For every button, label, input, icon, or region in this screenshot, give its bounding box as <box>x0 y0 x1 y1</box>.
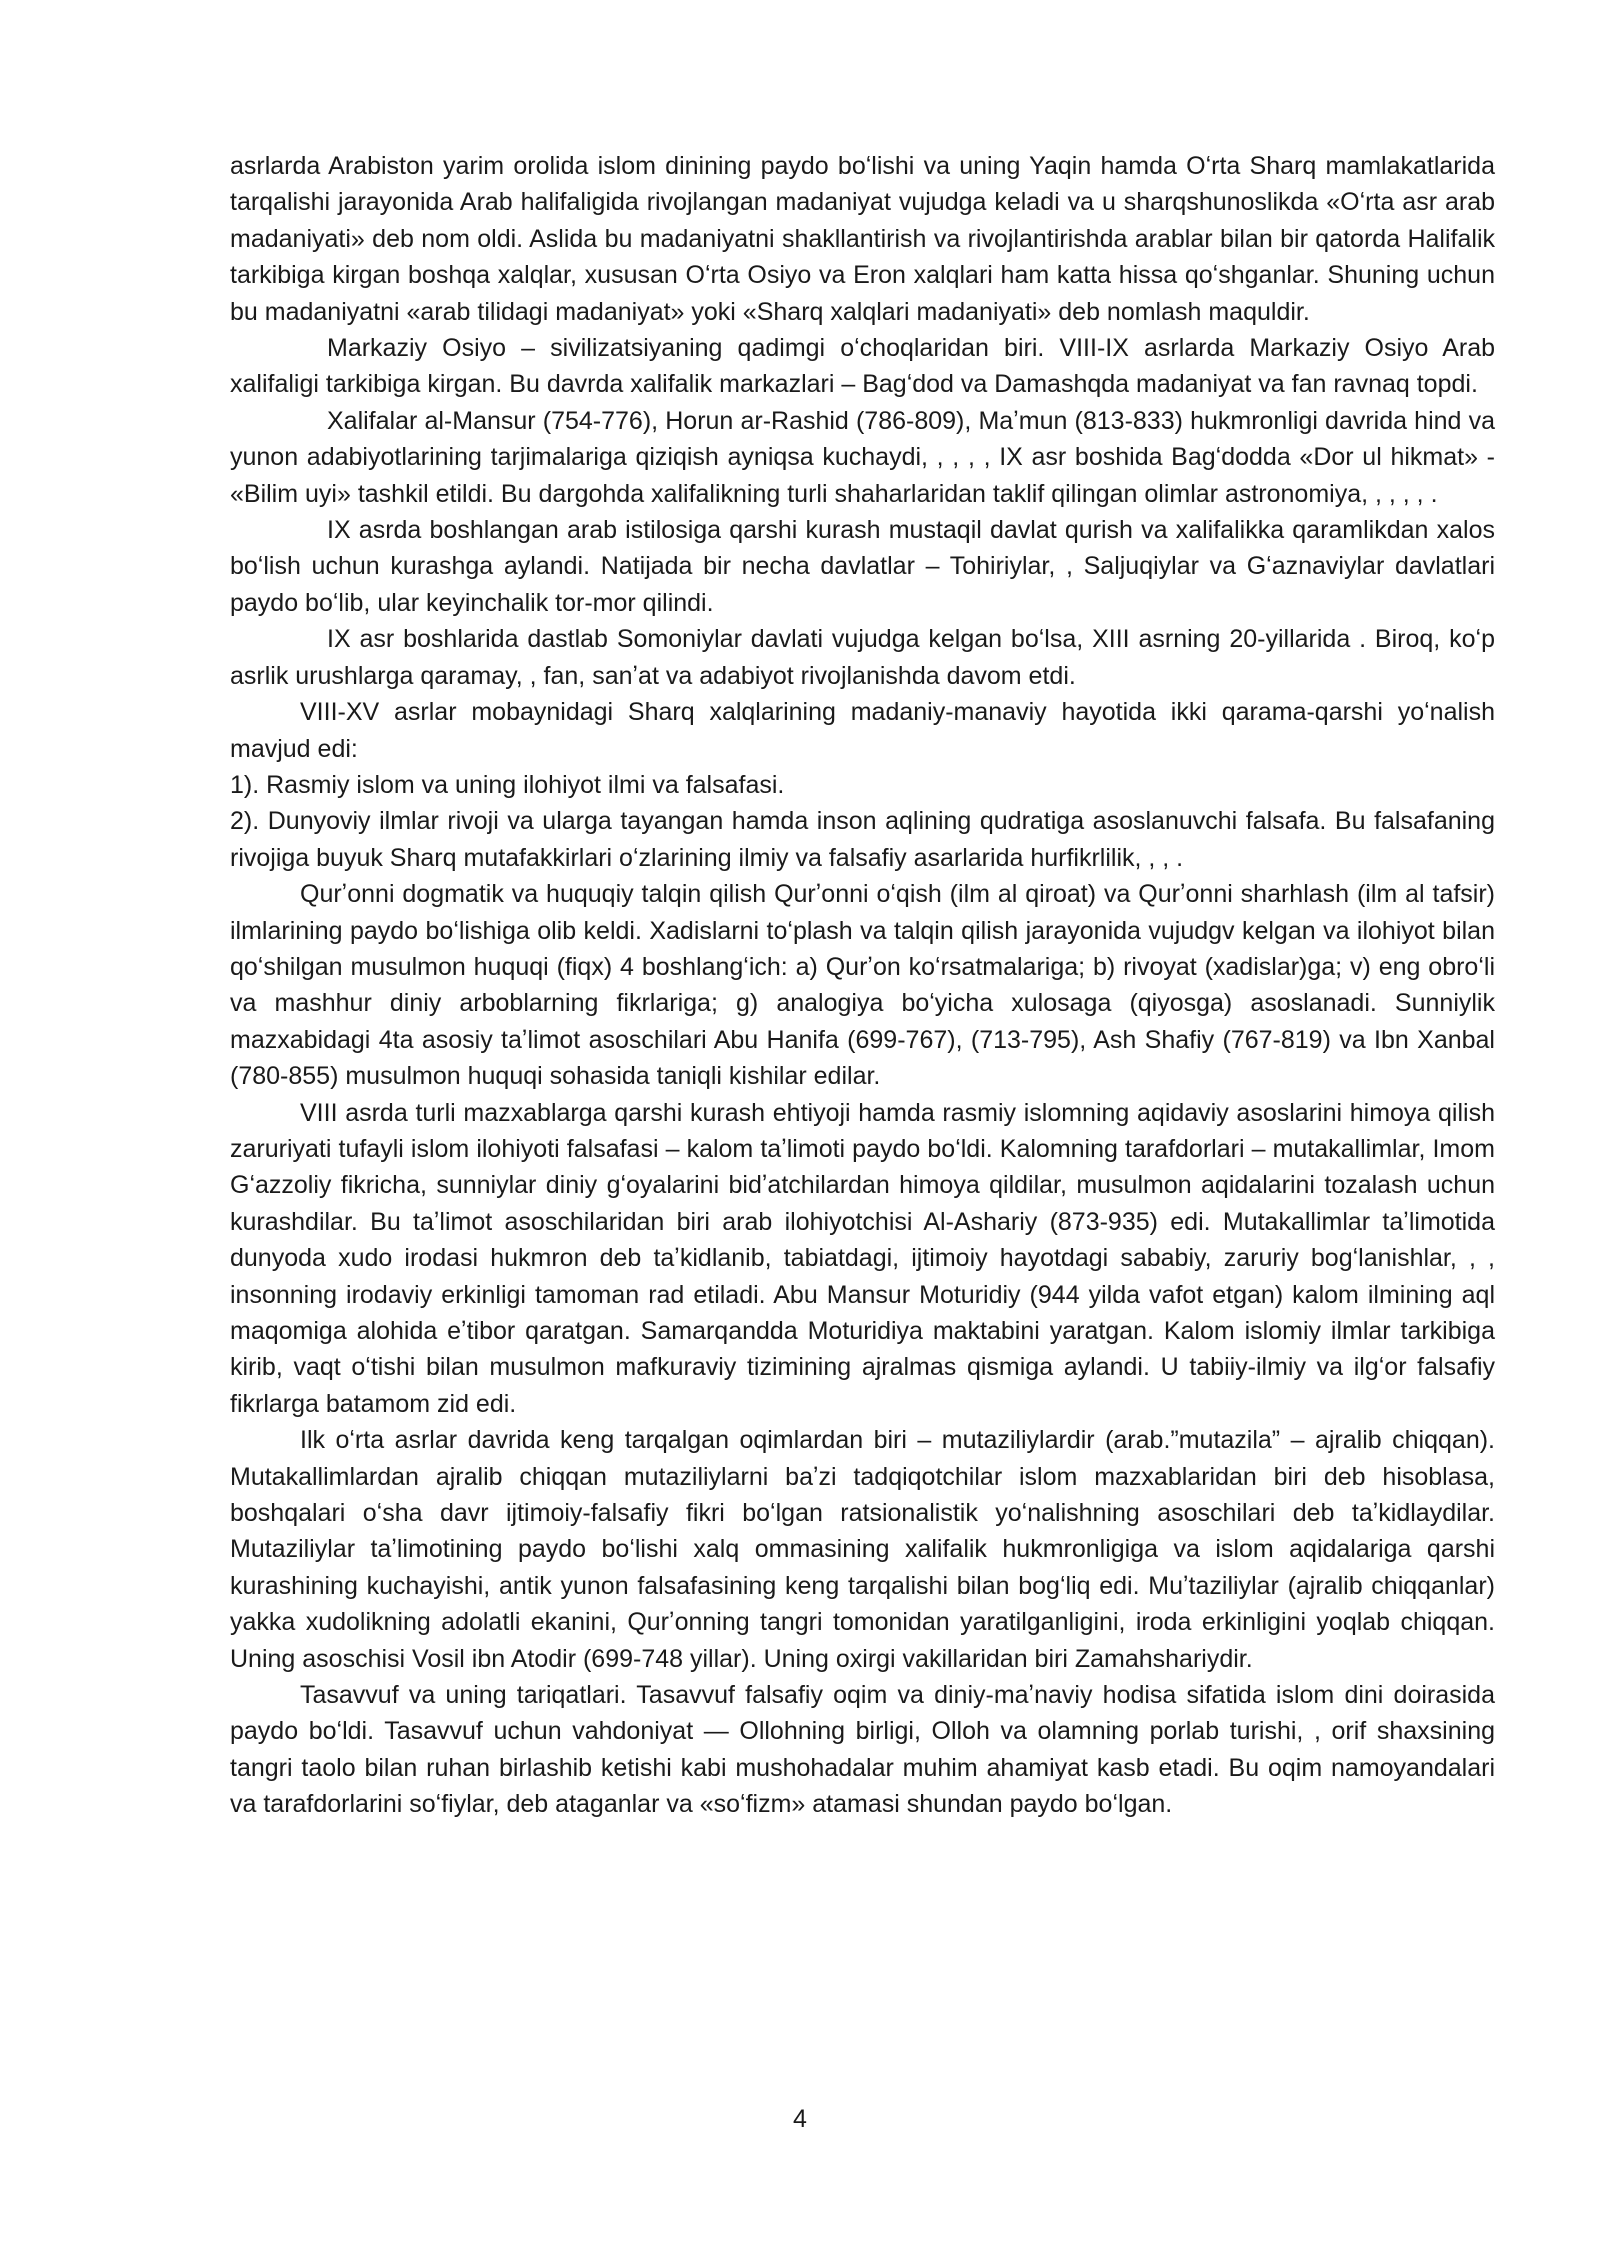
document-body <box>230 148 1495 1823</box>
paragraph-xalifalar: Xalifalar al-Mansur (754-776), Horun ar-Rashid (786-809), Maʼmun (813-833) hukmronligi davrida hind va yunon adabiyotlarining tarjimalariga qiziqish ayniqsa kuchaydi, , , , , IX asr boshida Bagʻdodda «Dor ul hikmat» - «Bilim uyi» tashkil etildi. Bu dargohda xalifalikning turli shaharlaridan taklif qilingan olimlar astronomiya, , , , , . <box>230 406 1495 508</box>
paragraph-markaziy-osiyo: Markaziy Osiyo – sivilizatsiyaning qadimgi oʻchoqlaridan biri. VIII-IX asrlarda Markaziy Osiyo Arab xalifaligi tarkibiga kirgan. Bu davrda xalifalik markazlari – Bagʻdod va Damashqda madaniyat va fan ravnaq topdi. <box>230 334 1495 399</box>
paragraph-somoniylar: IX asr boshlarida dastlab Somoniylar davlati vujudga kelgan boʻlsa, XIII asrning 20-yillarida . Biroq, koʻp asrlik urushlarga qaramay, , fan, sanʼat va adabiyot rivojlanishda davom etdi. <box>230 625 1495 690</box>
paragraph-tasavvuf: Tasavvuf va uning tariqatlari. Tasavvuf falsafiy oqim va diniy-maʼnaviy hodisa sifatida islom dini doirasida paydo boʻldi. Tasavvuf uchun vahdoniyat — Ollohning birligi, Olloh va olamning porlab turishi, , orif shaxsining tangri taolo bilan ruhan birlashib ketishi kabi mushohadalar muhim ahamiyat kasb etadi. Bu oqim namoyandalari va tarafdorlarini soʻfiylar, deb ataganlar va «soʻfizm» atamasi shundan paydo boʻlgan. <box>230 1681 1495 1819</box>
paragraph-mutaziliylar: Ilk oʻrta asrlar davrida keng tarqalgan oqimlardan biri – mutaziliylardir (arab.”mutazila” – ajralib chiqqan). Mutakallimlardan ajralib chiqqan mutaziliylarni baʼzi tadqiqotchilar islom mazxablaridan biri deb hisoblasa, boshqalari oʻsha davr ijtimoiy-falsafiy fikri boʻlgan ratsionalistik yoʻnalishning asoschilari deb taʼkidlaydilar. Mutaziliylar taʼlimotining paydo boʻlishi xalq ommasining xalifalik hukmronligiga va islom aqidalariga qarshi kurashining kuchayishi, antik yunon falsafasining keng tarqalishi bilan bogʻliq edi. Muʼtaziliylar (ajralib chiqqanlar) yakka xudolikning adolatli ekanini, Qurʼonning tangri tomonidan yaratilganligini, iroda erkinligini yoqlab chiqqan. Uning asoschisi Vosil ibn Atodir (699-748 yillar). Uning oxirgi vakillaridan biri Zamahshariydir. <box>230 1426 1495 1673</box>
paragraph-kalom: VIII asrda turli mazxablarga qarshi kurash ehtiyoji hamda rasmiy islomning aqidaviy asoslarini himoya qilish zaruriyati tufayli islom ilohiyoti falsafasi – kalom taʼlimoti paydo boʻldi. Kalomning tarafdorlari – mutakallimlar, Imom Gʻazzoliy fikricha, sunniylar diniy gʻoyalarini bidʼatchilardan himoya qildilar, musulmon aqidalarini tozalash uchun kurashdilar. Bu taʼlimot asoschilaridan biri arab ilohiyotchisi Al-Ashariy (873-935) edi. Mutakallimlar taʼlimotida dunyoda xudo irodasi hukmron deb taʼkidlanib, tabiatdagi, ijtimoiy hayotdagi sababiy, zaruriy bogʻlanishlar, , , insonning irodaviy erkinligi tamoman rad etiladi. Abu Mansur Moturidiy (944 yilda vafot etgan) kalom ilmining aql maqomiga alohida eʼtibor qaratgan. Samarqandda Moturidiya maktabini yaratgan. Kalom islomiy ilmlar tarkibiga kirib, vaqt oʻtishi bilan musulmon mafkuraviy tizimining ajralmas qismiga aylandi. U tabiiy-ilmiy va ilgʻor falsafiy fikrlarga batamom zid edi. <box>230 1098 1495 1418</box>
page-number: 4 <box>793 2105 807 2133</box>
paragraph-intro: asrlarda Arabiston yarim orolida islom dinining paydo boʻlishi va uning Yaqin hamda Oʻrta Sharq mamlakatlarida tarqalishi jarayonida Arab halifaligida rivojlangan madaniyat vujudga keladi va u sharqshunoslikda «Oʻrta asr arab madaniyati» deb nom oldi. Aslida bu madaniyatni shakllantirish va rivojlantirishda arablar bilan bir qatorda Halifalik tarkibiga kirgan boshqa xalqlar, xususan Oʻrta Osiyo va Eron xalqlari ham katta hissa qoʻshganlar. Shuning uchun bu madaniyatni «arab tilidagi madaniyat» yoki «Sharq xalqlari madaniyati» deb nomlash maquldir. <box>230 152 1495 326</box>
list-item-dunyoviy-ilmlar: 2). Dunyoviy ilmlar rivoji va ularga tayangan hamda inson aqlining qudratiga asoslanuvchi falsafa. Bu falsafaning rivojiga buyuk Sharq mutafakkirlari oʻzlarining ilmiy va falsafiy asarlarida hurfikrlilik, , , . <box>230 807 1495 872</box>
list-item-rasmiy-islom: 1). Rasmiy islom va uning ilohiyot ilmi va falsafasi. <box>230 770 785 799</box>
paragraph-arab-istilosi: IX asrda boshlangan arab istilosiga qarshi kurash mustaqil davlat qurish va xalifalikka qaramlikdan xalos boʻlish uchun kurashga aylandi. Natijada bir necha davlatlar – Tohiriylar, , Saljuqiylar va Gʻaznaviylar davlatlari paydo boʻlib, ular keyinchalik tor-mor qilindi. <box>230 516 1495 617</box>
paragraph-ikki-yonalish: VIII-XV asrlar mobaynidagi Sharq xalqlarining madaniy-manaviy hayotida ikki qarama-qarshi yoʻnalish mavjud edi: <box>230 698 1495 763</box>
paragraph-quron-talqini: Qurʼonni dogmatik va huquqiy talqin qilish Qurʼonni oʻqish (ilm al qiroat) va Qurʼonni sharhlash (ilm al tafsir) ilmlarining paydo boʻlishiga olib keldi. Xadislarni toʻplash va talqin qilish jarayonida vujudgv kelgan va ilohiyot bilan qoʻshilgan musulmon huquqi (fiqx) 4 boshlangʻich: a) Qurʼon koʻrsatmalariga; b) rivoyat (xadislar)ga; v) eng obroʻli va mashhur diniy arboblarning fikrlariga; g) analogiya boʻyicha xulosaga (qiyosga) asoslanadi. Sunniylik mazxabidagi 4ta asosiy taʼlimot asoschilari Abu Hanifa (699-767), (713-795), Ash Shafiy (767-819) va Ibn Xanbal (780-855) musulmon huquqi sohasida taniqli kishilar edilar. <box>230 880 1495 1091</box>
